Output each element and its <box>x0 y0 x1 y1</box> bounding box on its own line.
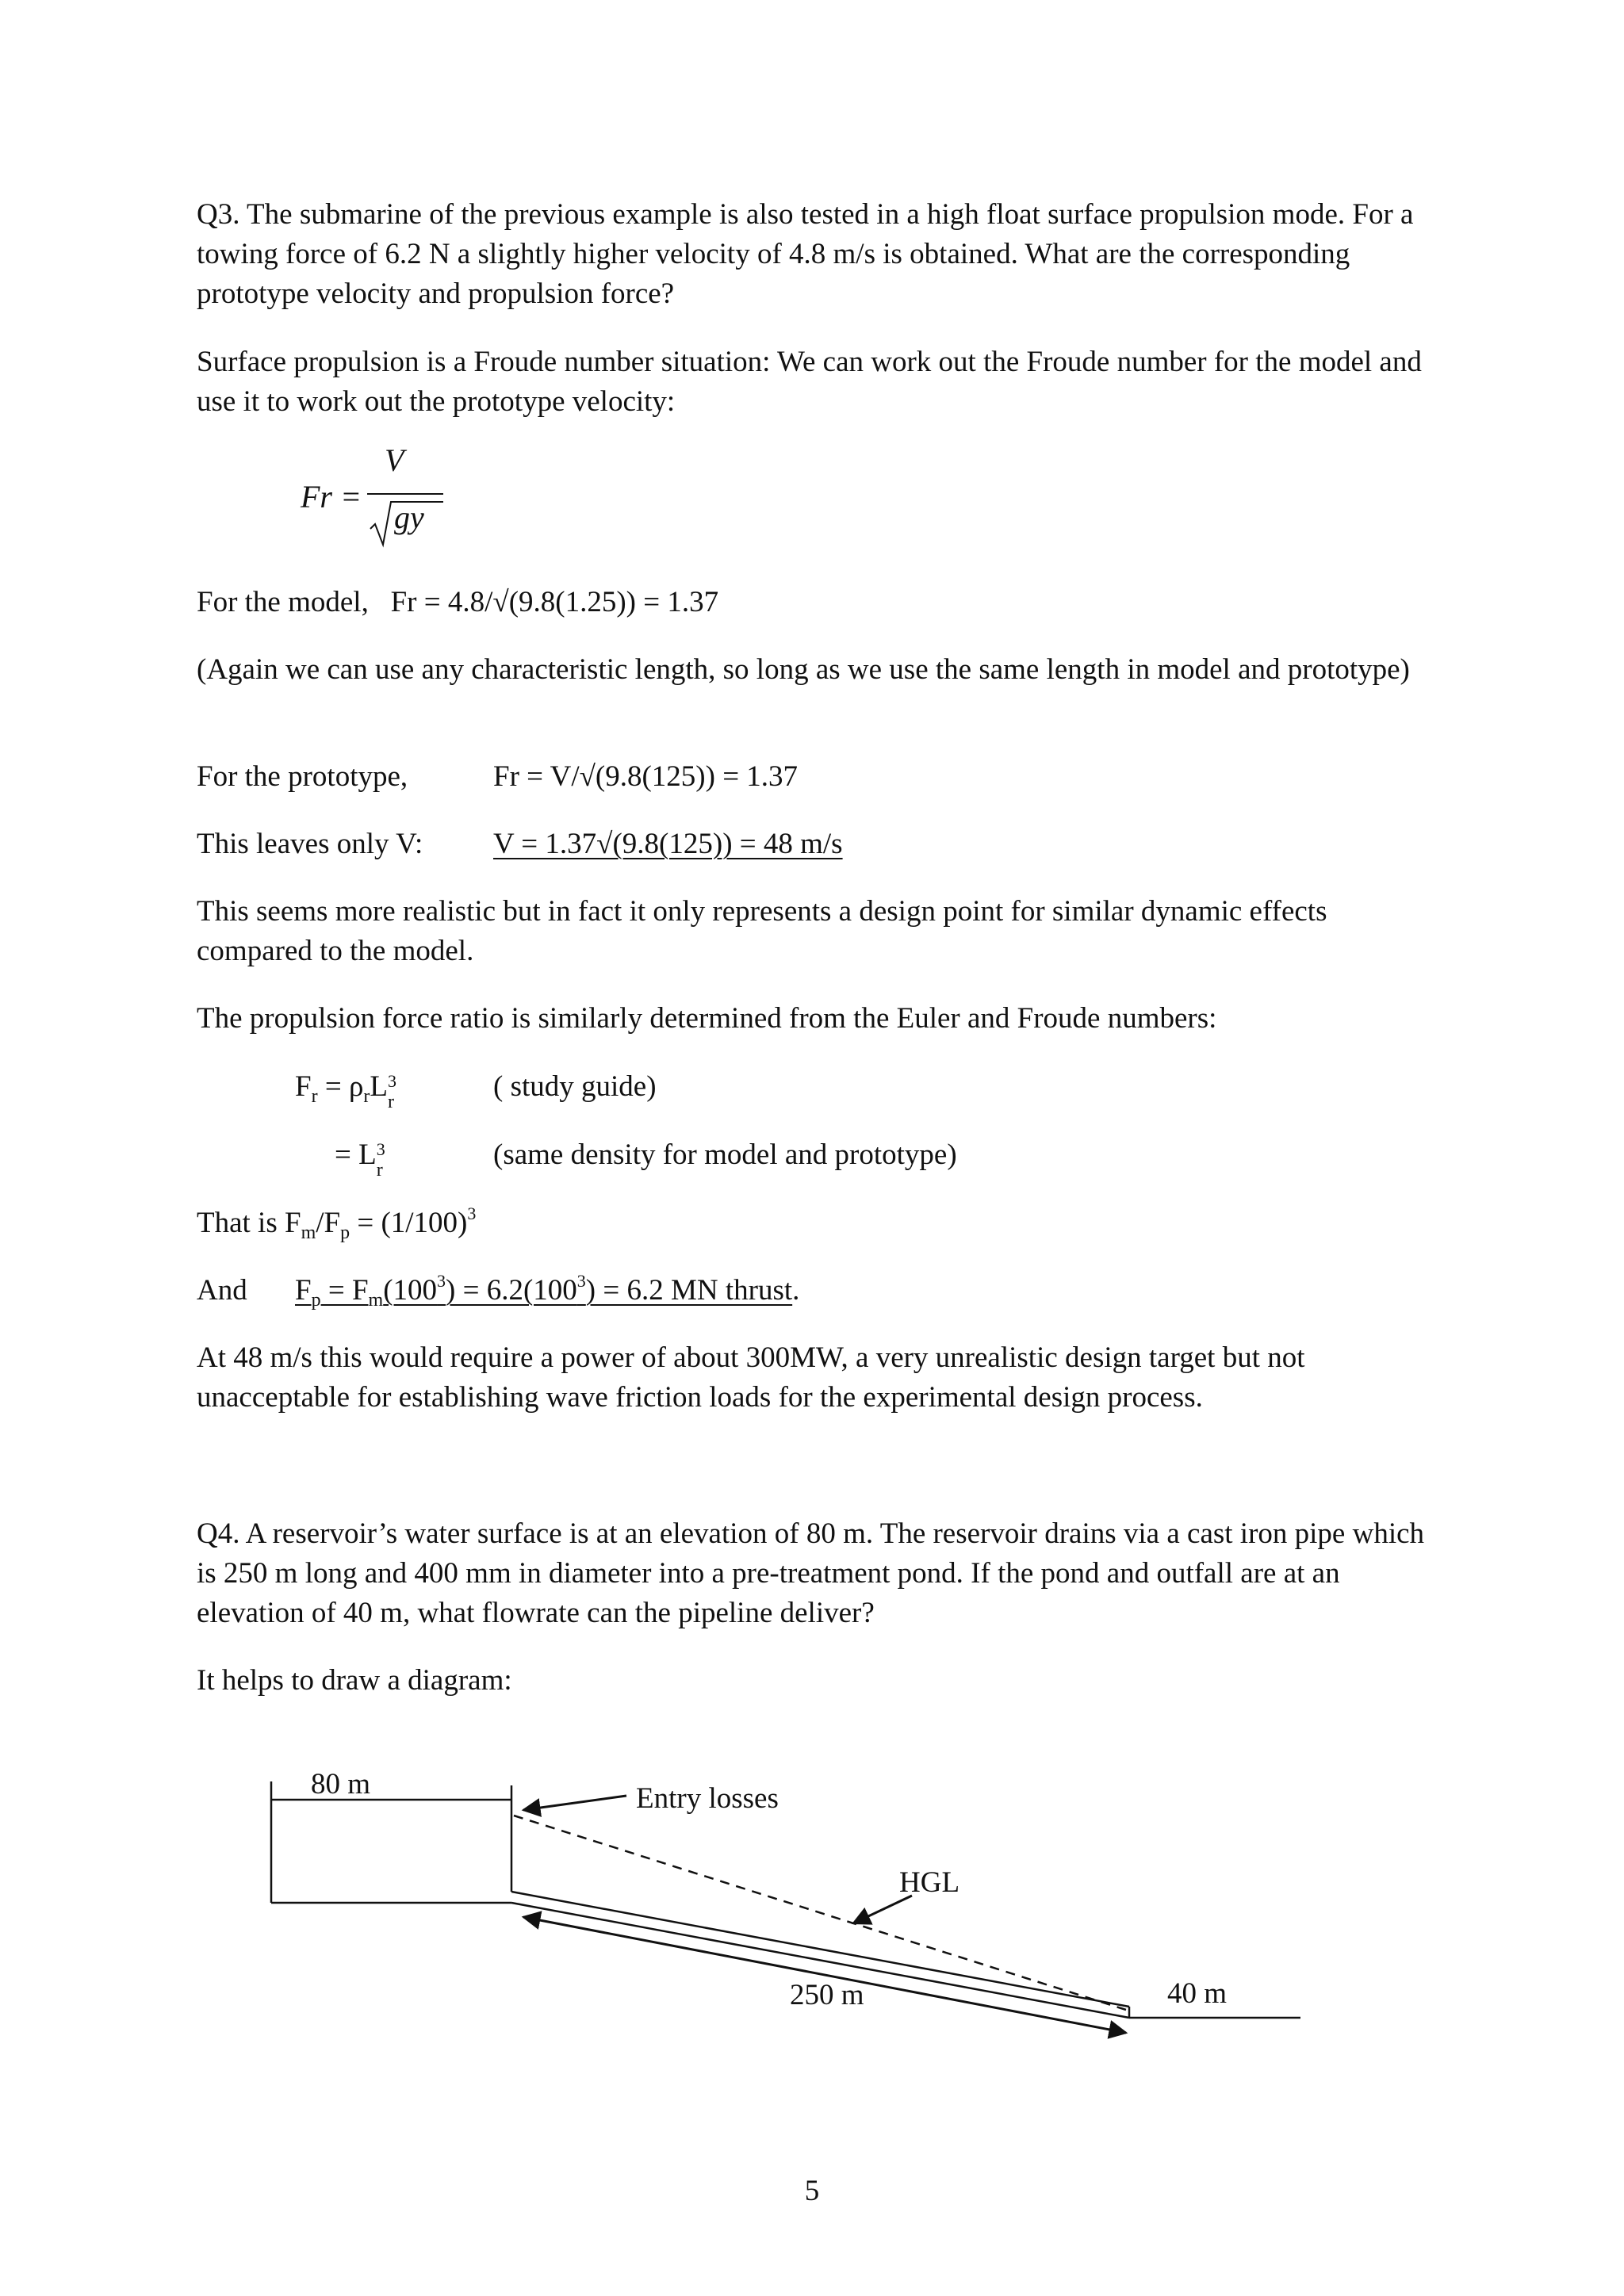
power-paragraph: At 48 m/s this would require a power of about 300MW, a very unrealistic design target but not unacceptable for establishing wave friction loads for the experimental design process. <box>197 1341 1305 1414</box>
formula-denominator: gy <box>394 499 424 535</box>
diagram-intro: It helps to draw a diagram: <box>197 1664 512 1697</box>
ratio-intro: The propulsion force ratio is similarly determined from the Euler and Froude numbers: <box>197 1002 1217 1035</box>
model-equation: Fr = 4.8/√(9.8(1.25)) = 1.37 <box>390 586 719 618</box>
label-250m: 250 m <box>790 1979 864 2011</box>
model-label: For the model, <box>197 586 369 618</box>
q3-intro: Surface propulsion is a Froude number situation: We can work out the Froude number for the model and use it to work out the prototype velocity: <box>197 346 1422 418</box>
that-is-line: That is $F_m/F_p = (1/100)^3$ <box>197 1203 477 1243</box>
density-formula: = L 3 r <box>335 1138 385 1181</box>
realistic-paragraph: This seems more realistic but in fact it only represents a design point for similar dynamic effects compared to the model. <box>197 895 1327 967</box>
again-note: (Again we can use any characteristic length, so long as we use the same length in model and prototype) <box>197 653 1410 686</box>
q4-question: Q4. A reservoir’s water surface is at an elevation of 80 m. The reservoir drains via a cast iron pipe which is 250 m long and 400 mm in diameter into a pre-treatment pond. If the pond and outfall are at an elevation of 40 m, what flowrate can the pipeline deliver? <box>197 1517 1425 1629</box>
velocity-result: V = 1.37√(9.8(125)) = 48 m/s <box>493 828 843 860</box>
leaves-label: This leaves only V: <box>197 828 423 860</box>
label-40m: 40 m <box>1167 1977 1228 2010</box>
label-hgl: HGL <box>899 1866 960 1899</box>
label-80m: 80 m <box>311 1768 371 1800</box>
same-density-note: (same density for model and prototype) <box>493 1138 957 1171</box>
q3-question: Q3. The submarine of the previous example is also tested in a high float surface propulsion mode. For a towing force of 6.2 N a slightly higher velocity of 4.8 m/s is obtained. What are the corresponding prototype velocity and propulsion force? <box>197 198 1414 310</box>
proto-equation: Fr = V/√(9.8(125)) = 1.37 <box>493 760 799 793</box>
entry-losses-arrow <box>523 1796 626 1810</box>
and-label: And <box>197 1274 247 1307</box>
study-guide-note: ( study guide) <box>493 1070 657 1103</box>
proto-label: For the prototype, <box>197 760 408 793</box>
formula-lhs: Fr = <box>301 479 362 515</box>
force-ratio-formula: $F_r = \rho_rL$ 3 r <box>295 1070 397 1112</box>
page-number: 5 <box>804 2175 820 2207</box>
formula-numerator: V <box>385 442 404 478</box>
hgl-arrow <box>853 1896 912 1923</box>
thrust-result: $F_p = F_m(100^3) = 6.2(100^3) = 6.2$ MN thrust. <box>295 1271 800 1311</box>
label-entry-losses: Entry losses <box>636 1782 779 1815</box>
length-dimension-arrow <box>523 1917 1126 2033</box>
